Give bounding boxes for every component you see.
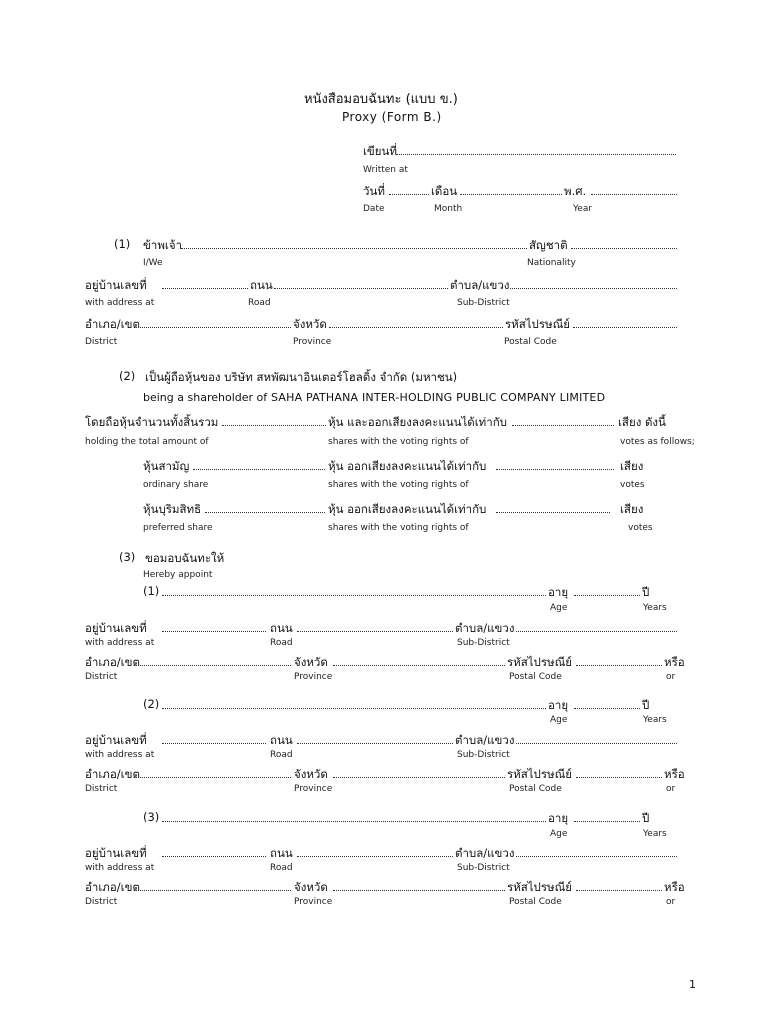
proxy2-district-label-th: อำเภอ/เขต — [85, 767, 140, 781]
proxy1-number: (1) — [143, 584, 160, 598]
proxy3-name-field[interactable] — [162, 821, 546, 822]
proxy1-years-label-en: Years — [643, 603, 667, 613]
road-label-en: Road — [248, 298, 271, 308]
shares-voting-label-en: shares with the voting rights of — [328, 437, 469, 447]
proxy1-age-field[interactable] — [574, 595, 640, 596]
proxy2-or-label-th: หรือ — [664, 767, 685, 781]
iwe-label-th: ข้าพเจ้า — [143, 238, 183, 252]
proxy2-name-field[interactable] — [162, 708, 546, 709]
proxy3-subdistrict-label-en: Sub-District — [457, 863, 510, 873]
road-label-th: ถนน — [250, 278, 273, 292]
proxy2-subdistrict-label-th: ตำบล/แขวง — [455, 733, 515, 747]
date-label-th: วันที่ — [363, 184, 385, 198]
holding-label-th: โดยถือหุ้นจำนวนทั้งสิ้นรวม — [85, 415, 219, 429]
appoint-label-en: Hereby appoint — [143, 570, 213, 580]
proxy1-district-label-en: District — [85, 672, 118, 682]
proxy1-province-label-th: จังหวัด — [294, 655, 328, 669]
proxy3-address-label-en: with address at — [85, 863, 155, 873]
proxy3-or-label-en: or — [666, 897, 676, 907]
province-label-th: จังหวัด — [293, 317, 327, 331]
road-field[interactable] — [274, 288, 448, 289]
proxy3-years-label-th: ปี — [642, 811, 650, 825]
preferred-shares-voting-label-en: shares with the voting rights of — [328, 523, 469, 533]
proxy3-road-label-en: Road — [270, 863, 293, 873]
shareholder-label-en: being a shareholder of — [143, 391, 268, 404]
address-label-th: อยู่บ้านเลขที่ — [85, 278, 147, 292]
proxy1-subdistrict-field[interactable] — [516, 631, 677, 632]
proxy2-subdistrict-field[interactable] — [516, 743, 677, 744]
ordinary-votes-label-en: votes — [620, 480, 645, 490]
section1-number: (1) — [114, 237, 131, 251]
proxy2-road-field[interactable] — [297, 743, 453, 744]
proxy2-age-label-en: Age — [550, 715, 568, 725]
proxy1-province-field[interactable] — [333, 665, 505, 666]
section3-number: (3) — [119, 550, 136, 564]
holding-label-en: holding the total amount of — [85, 437, 209, 447]
proxy2-age-label-th: อายุ — [548, 698, 569, 712]
proxy3-postal-label-th: รหัสไปรษณีย์ — [507, 880, 573, 894]
proxy3-address-field[interactable] — [162, 856, 266, 857]
proxy2-province-label-en: Province — [294, 784, 333, 794]
page-number: 1 — [689, 978, 696, 991]
ordinary-label-th: หุ้นสามัญ — [143, 459, 190, 473]
written-at-label-th: เขียนที่ — [363, 144, 397, 158]
title-english: Proxy (Form B.) — [342, 110, 442, 124]
proxy3-age-field[interactable] — [574, 821, 640, 822]
proxy2-years-label-th: ปี — [642, 698, 650, 712]
proxy2-subdistrict-label-en: Sub-District — [457, 750, 510, 760]
proxy3-age-label-th: อายุ — [548, 811, 569, 825]
province-label-en: Province — [293, 337, 332, 347]
ordinary-shares-voting-label-en: shares with the voting rights of — [328, 480, 469, 490]
proxy3-years-label-en: Years — [643, 829, 667, 839]
proxy1-subdistrict-label-en: Sub-District — [457, 638, 510, 648]
proxy3-address-label-th: อยู่บ้านเลขที่ — [85, 846, 147, 860]
subdistrict-field[interactable] — [510, 288, 677, 289]
proxy2-address-field[interactable] — [162, 743, 266, 744]
proxy2-postal-label-th: รหัสไปรษณีย์ — [507, 767, 573, 781]
postal-label-th: รหัสไปรษณีย์ — [505, 317, 571, 331]
nationality-label-th: สัญชาติ — [529, 238, 568, 252]
preferred-label-en: preferred share — [143, 523, 213, 533]
proxy2-province-label-th: จังหวัด — [294, 767, 328, 781]
month-label-th: เดือน — [431, 184, 458, 198]
nationality-label-en: Nationality — [527, 258, 576, 268]
proxy3-province-field[interactable] — [333, 890, 505, 891]
preferred-votes-label-en: votes — [628, 523, 653, 533]
proxy3-or-label-th: หรือ — [664, 880, 685, 894]
proxy1-road-label-th: ถนน — [270, 621, 293, 635]
votes-as-follows-label-en: votes as follows; — [620, 437, 695, 447]
address-field[interactable] — [162, 288, 248, 289]
proxy1-district-label-th: อำเภอ/เขต — [85, 655, 140, 669]
proxy2-road-label-en: Road — [270, 750, 293, 760]
subdistrict-label-th: ตำบล/แขวง — [450, 278, 510, 292]
proxy2-district-field[interactable] — [136, 777, 291, 778]
proxy3-number: (3) — [143, 810, 160, 824]
proxy1-or-label-en: or — [666, 672, 676, 682]
postal-label-en: Postal Code — [504, 337, 557, 347]
proxy1-road-field[interactable] — [297, 631, 453, 632]
votes-as-follows-label-th: เสียง ดังนี้ — [618, 415, 666, 429]
month-field[interactable] — [460, 194, 562, 195]
ordinary-votes-field[interactable] — [496, 469, 614, 470]
proxy2-province-field[interactable] — [333, 777, 505, 778]
year-label-th: พ.ศ. — [564, 184, 587, 198]
proxy1-subdistrict-label-th: ตำบล/แขวง — [455, 621, 515, 635]
address-label-en: with address at — [85, 298, 155, 308]
date-label-en: Date — [363, 204, 385, 214]
proxy1-road-label-en: Road — [270, 638, 293, 648]
proxy1-age-label-en: Age — [550, 603, 568, 613]
proxy1-age-label-th: อายุ — [548, 585, 569, 599]
district-field[interactable] — [136, 327, 291, 328]
ordinary-shares-field[interactable] — [193, 469, 325, 470]
proxy2-district-label-en: District — [85, 784, 118, 794]
proxy3-postal-label-en: Postal Code — [509, 897, 562, 907]
proxy1-postal-field[interactable] — [576, 665, 662, 666]
company-name: SAHA PATHANA INTER-HOLDING PUBLIC COMPANY LIMITED — [271, 391, 606, 404]
proxy3-province-label-en: Province — [294, 897, 333, 907]
ordinary-votes-label-th: เสียง — [620, 459, 644, 473]
proxy2-address-label-en: with address at — [85, 750, 155, 760]
proxy3-district-label-en: District — [85, 897, 118, 907]
shareholder-label-th: เป็นผู้ถือหุ้นของ บริษัท สหพัฒนาอินเตอร์โฮลดิ้ง จำกัด (มหาชน) — [145, 370, 458, 384]
preferred-votes-field[interactable] — [496, 512, 610, 513]
preferred-shares-vote-label-th: หุ้น ออกเสียงลงคะแนนได้เท่ากับ — [328, 502, 487, 516]
month-label-en: Month — [434, 204, 463, 214]
proxy1-years-label-th: ปี — [642, 585, 650, 599]
proxy3-subdistrict-label-th: ตำบล/แขวง — [455, 846, 515, 860]
ordinary-shares-vote-label-th: หุ้น ออกเสียงลงคะแนนได้เท่ากับ — [328, 459, 487, 473]
proxy1-address-label-en: with address at — [85, 638, 155, 648]
written-at-label-en: Written at — [363, 165, 408, 175]
written-at-field[interactable] — [396, 154, 676, 155]
proxy2-age-field[interactable] — [574, 708, 640, 709]
proxy1-address-label-th: อยู่บ้านเลขที่ — [85, 621, 147, 635]
shares-voting-label-th: หุ้น และออกเสียงลงคะแนนได้เท่ากับ — [328, 415, 507, 429]
proxy3-age-label-en: Age — [550, 829, 568, 839]
proxy2-postal-label-en: Postal Code — [509, 784, 562, 794]
year-label-en: Year — [573, 204, 593, 214]
year-field[interactable] — [591, 194, 677, 195]
date-field[interactable] — [389, 194, 429, 195]
title-thai: หนังสือมอบฉันทะ (แบบ ข.) — [304, 92, 458, 107]
proxy3-district-field[interactable] — [136, 890, 291, 891]
proxy3-province-label-th: จังหวัด — [294, 880, 328, 894]
proxy1-province-label-en: Province — [294, 672, 333, 682]
proxy2-or-label-en: or — [666, 784, 676, 794]
iwe-label-en: I/We — [143, 258, 163, 268]
subdistrict-label-en: Sub-District — [457, 298, 510, 308]
proxy1-postal-label-th: รหัสไปรษณีย์ — [507, 655, 573, 669]
proxy1-address-field[interactable] — [162, 631, 266, 632]
proxy2-postal-field[interactable] — [576, 777, 662, 778]
province-field[interactable] — [329, 327, 503, 328]
name-field[interactable] — [181, 248, 527, 249]
section2-number: (2) — [119, 369, 136, 383]
proxy1-district-field[interactable] — [136, 665, 291, 666]
district-label-th: อำเภอ/เขต — [85, 317, 140, 331]
proxy3-district-label-th: อำเภอ/เขต — [85, 880, 140, 894]
nationality-field[interactable] — [571, 248, 677, 249]
proxy2-road-label-th: ถนน — [270, 733, 293, 747]
proxy3-subdistrict-field[interactable] — [516, 856, 677, 857]
preferred-shares-field[interactable] — [205, 512, 325, 513]
preferred-label-th: หุ้นบุริมสิทธิ — [143, 502, 202, 516]
postal-field[interactable] — [573, 327, 677, 328]
proxy1-name-field[interactable] — [162, 595, 546, 596]
proxy2-address-label-th: อยู่บ้านเลขที่ — [85, 733, 147, 747]
ordinary-label-en: ordinary share — [143, 480, 209, 490]
proxy3-postal-field[interactable] — [576, 890, 662, 891]
total-shares-field[interactable] — [222, 425, 326, 426]
proxy1-postal-label-en: Postal Code — [509, 672, 562, 682]
preferred-votes-label-th: เสียง — [620, 502, 644, 516]
proxy2-years-label-en: Years — [643, 715, 667, 725]
proxy3-road-field[interactable] — [297, 856, 453, 857]
district-label-en: District — [85, 337, 118, 347]
proxy1-or-label-th: หรือ — [664, 655, 685, 669]
total-votes-field[interactable] — [512, 425, 614, 426]
appoint-label-th: ขอมอบฉันทะให้ — [145, 551, 225, 565]
proxy2-number: (2) — [143, 697, 160, 711]
proxy3-road-label-th: ถนน — [270, 846, 293, 860]
